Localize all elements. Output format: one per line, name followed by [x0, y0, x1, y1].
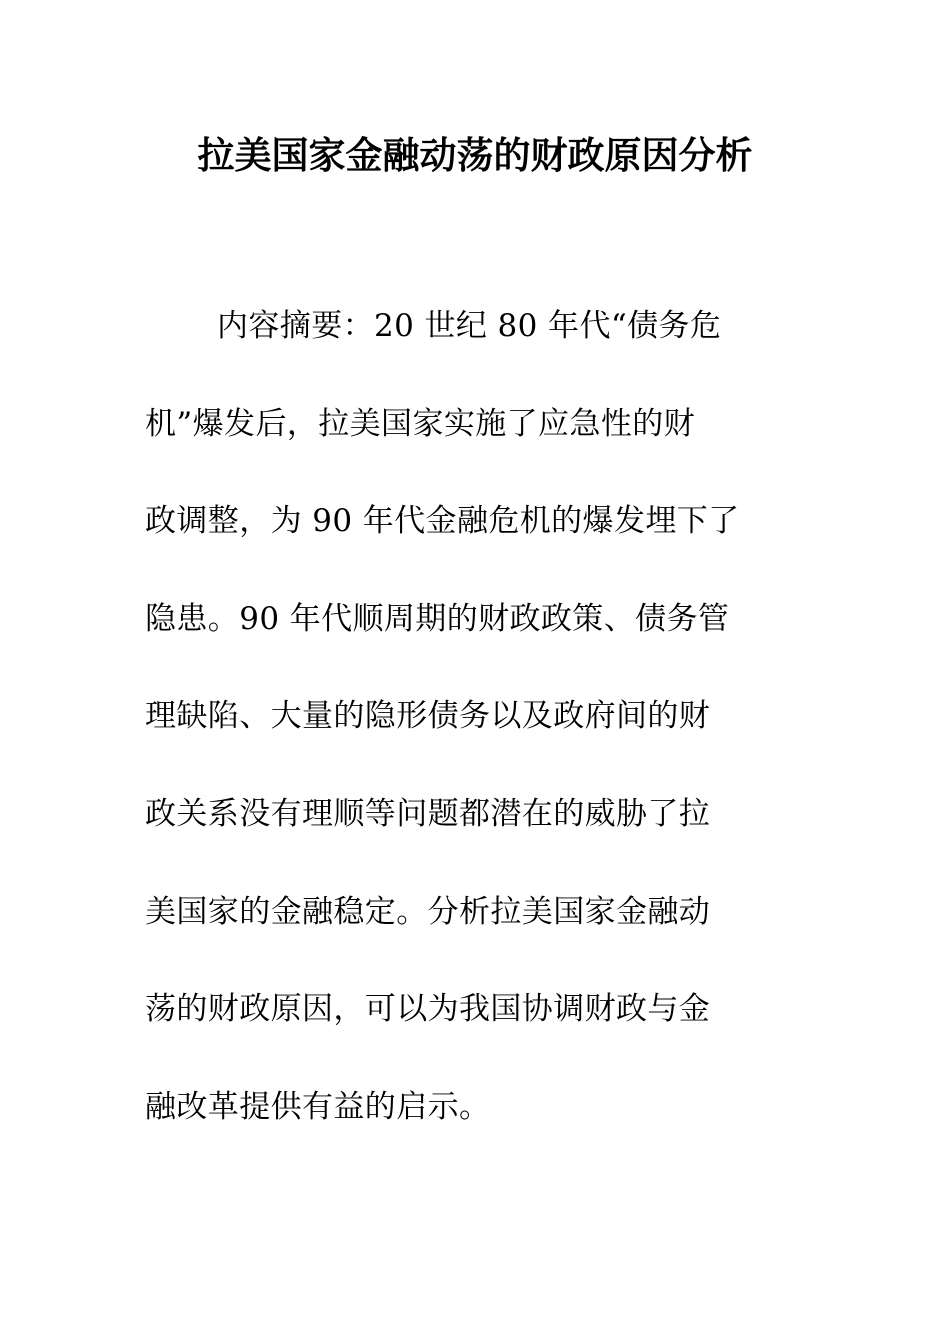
abstract-line: 荡的财政原因，可以为我国协调财政与金: [145, 991, 711, 1028]
abstract-line: 机”爆发后，拉美国家实施了应急性的财: [145, 405, 696, 442]
abstract-line: 政调整，为 90 年代金融危机的爆发埋下了: [145, 503, 740, 540]
abstract-line: 隐患。90 年代顺周期的财政政策、债务管: [145, 600, 730, 637]
abstract-line: 政关系没有理顺等问题都潜在的威胁了拉: [145, 795, 711, 832]
abstract-paragraph: [145, 294, 785, 1172]
document-title: 拉美国家金融动荡的财政原因分析: [197, 134, 753, 177]
abstract-line: 美国家的金融稳定。分析拉美国家金融动: [145, 893, 711, 930]
abstract-line: 融改革提供有益的启示。: [145, 1088, 491, 1125]
abstract-line: 理缺陷、大量的隐形债务以及政府间的财: [145, 698, 711, 735]
abstract-line: 内容摘要：20 世纪 80 年代“债务危: [217, 308, 722, 344]
